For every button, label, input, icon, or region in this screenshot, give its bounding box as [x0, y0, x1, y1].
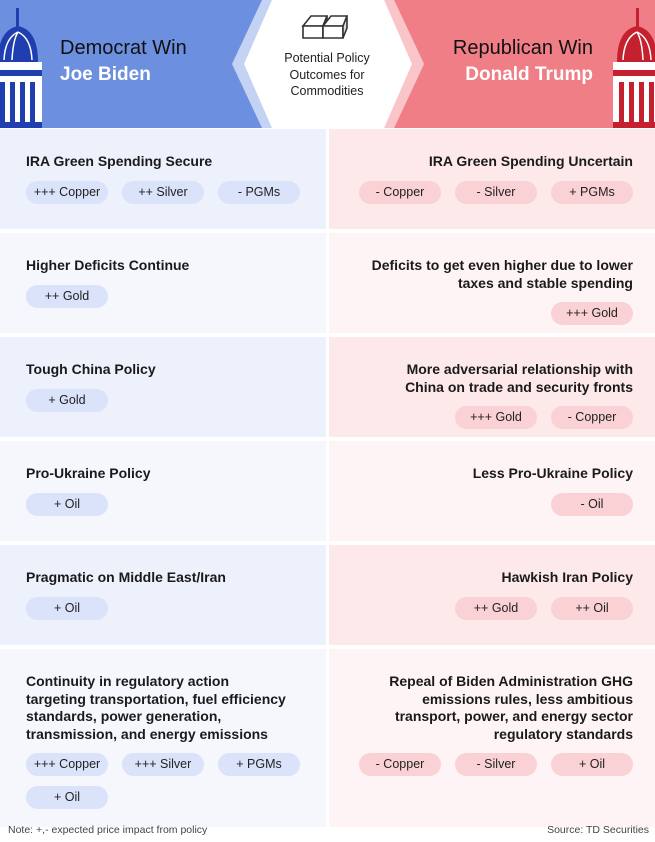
republican-policy-cell: [329, 545, 655, 645]
policy-title-line: regulatory standards: [493, 725, 633, 742]
commodity-impact-pill: ++ Oil: [551, 597, 633, 620]
joe-biden-label: Joe Biden: [60, 64, 151, 85]
democrat-policy-title: [26, 257, 326, 275]
policy-row: [0, 441, 655, 541]
policy-title-line: standards, power generation,: [26, 708, 222, 724]
policy-title-line: China on trade and security fronts: [405, 378, 633, 395]
democrat-commodity-impacts: [26, 285, 326, 308]
commodity-impact-pill: - Copper: [359, 181, 441, 204]
democrat-policy-title: [26, 569, 326, 587]
capitol-dome-icon-right: [607, 0, 655, 128]
commodity-impact-pill: +++ Silver: [122, 753, 204, 776]
commodity-impact-pill: ++ Gold: [455, 597, 537, 620]
commodity-impact-pill: +++ Copper: [26, 181, 108, 204]
footer: [0, 824, 655, 842]
policy-title-line: Less Pro-Ukraine Policy: [472, 465, 633, 481]
footnote: Note: +,- expected price impact from policy: [8, 824, 208, 836]
republican-commodity-impacts: [329, 493, 633, 516]
democrat-policy-cell: [0, 649, 326, 827]
democrat-policy-title: [26, 361, 326, 379]
policy-title-line: emissions rules, less ambitious: [422, 690, 633, 707]
republican-policy-title: [329, 257, 633, 292]
policy-title-line: transmission, and energy emissions: [26, 725, 268, 742]
democrat-policy-cell: [0, 337, 326, 437]
commodity-impact-pill: - Silver: [455, 181, 537, 204]
republican-commodity-impacts: [329, 597, 633, 620]
donald-trump-label: Donald Trump: [465, 64, 593, 85]
democrat-policy-title: [26, 465, 326, 483]
commodity-impact-pill: - Silver: [455, 753, 537, 776]
republican-policy-cell: [329, 441, 655, 541]
democrat-policy-title: [26, 673, 326, 743]
commodity-impact-pill: - Oil: [551, 493, 633, 516]
metal-bars-icon: [301, 12, 353, 42]
policy-row: [0, 233, 655, 333]
commodity-impact-pill: - Copper: [359, 753, 441, 776]
republican-policy-cell: [329, 337, 655, 437]
policy-title-line: transport, power, and energy sector: [394, 708, 633, 724]
policy-title-line: IRA Green Spending Uncertain: [428, 153, 633, 169]
policy-title-line: Continuity in regulatory action: [26, 673, 230, 689]
source-credit: Source: TD Securities: [547, 824, 649, 836]
commodity-impact-pill: + PGMs: [218, 753, 300, 776]
commodity-impact-pill: +++ Gold: [455, 406, 537, 429]
policy-title-line: taxes and stable spending: [457, 274, 633, 291]
policy-title-line: Deficits to get even higher due to lower: [371, 257, 633, 273]
policy-title-line: Repeal of Biden Administration GHG: [389, 673, 633, 689]
commodity-impact-pill: +++ Gold: [551, 302, 633, 325]
democrat-win-label: Democrat Win: [60, 37, 187, 59]
republican-commodity-impacts: [329, 181, 633, 204]
republican-commodity-impacts: [329, 406, 633, 429]
header: [0, 0, 655, 128]
capitol-dome-icon-left: [0, 0, 48, 128]
commodity-impact-pill: + Oil: [551, 753, 633, 776]
republican-policy-title: [329, 153, 633, 171]
democrat-policy-cell: [0, 233, 326, 333]
commodity-impact-pill: + Oil: [26, 786, 108, 809]
democrat-policy-cell: [0, 129, 326, 229]
republican-policy-title: [329, 569, 633, 587]
commodity-impact-pill: - Copper: [551, 406, 633, 429]
center-title-line-1: Potential Policy: [284, 51, 370, 65]
republican-policy-cell: [329, 649, 655, 827]
policy-title-line: targeting transportation, fuel efficiency: [26, 690, 286, 707]
policy-title-line: Tough China Policy: [26, 361, 156, 377]
democrat-commodity-impacts: [26, 389, 326, 412]
policy-title-line: Higher Deficits Continue: [26, 257, 190, 273]
democrat-policy-cell: [0, 441, 326, 541]
republican-policy-title: [329, 673, 633, 743]
democrat-commodity-impacts: [26, 493, 326, 516]
policy-title-line: Pro-Ukraine Policy: [26, 465, 151, 481]
commodity-impact-pill: + Gold: [26, 389, 108, 412]
commodity-impact-pill: - PGMs: [218, 181, 300, 204]
policy-row: [0, 545, 655, 645]
center-title: [262, 50, 392, 100]
center-title-line-3: Commodities: [290, 84, 364, 98]
commodity-impact-pill: + Oil: [26, 493, 108, 516]
policy-title-line: Pragmatic on Middle East/Iran: [26, 569, 226, 585]
policy-grid: [0, 129, 655, 827]
policy-row: [0, 337, 655, 437]
commodity-impact-pill: + Oil: [26, 597, 108, 620]
commodity-impact-pill: ++ Silver: [122, 181, 204, 204]
democrat-commodity-impacts: [26, 753, 326, 809]
policy-title-line: More adversarial relationship with: [406, 361, 633, 377]
republican-commodity-impacts: [329, 753, 633, 776]
commodity-impact-pill: +++ Copper: [26, 753, 108, 776]
policy-title-line: Hawkish Iran Policy: [501, 569, 633, 585]
republican-win-label: Republican Win: [452, 37, 593, 59]
democrat-policy-title: [26, 153, 326, 171]
democrat-commodity-impacts: [26, 597, 326, 620]
center-title-line-2: Outcomes for: [289, 67, 365, 82]
policy-row: [0, 129, 655, 229]
policy-row: [0, 649, 655, 827]
policy-title-line: IRA Green Spending Secure: [26, 153, 213, 169]
republican-policy-cell: [329, 129, 655, 229]
democrat-policy-cell: [0, 545, 326, 645]
republican-policy-title: [329, 361, 633, 396]
republican-policy-title: [329, 465, 633, 483]
republican-policy-cell: [329, 233, 655, 333]
commodity-impact-pill: ++ Gold: [26, 285, 108, 308]
commodity-impact-pill: + PGMs: [551, 181, 633, 204]
democrat-commodity-impacts: [26, 181, 326, 204]
republican-commodity-impacts: [329, 302, 633, 325]
